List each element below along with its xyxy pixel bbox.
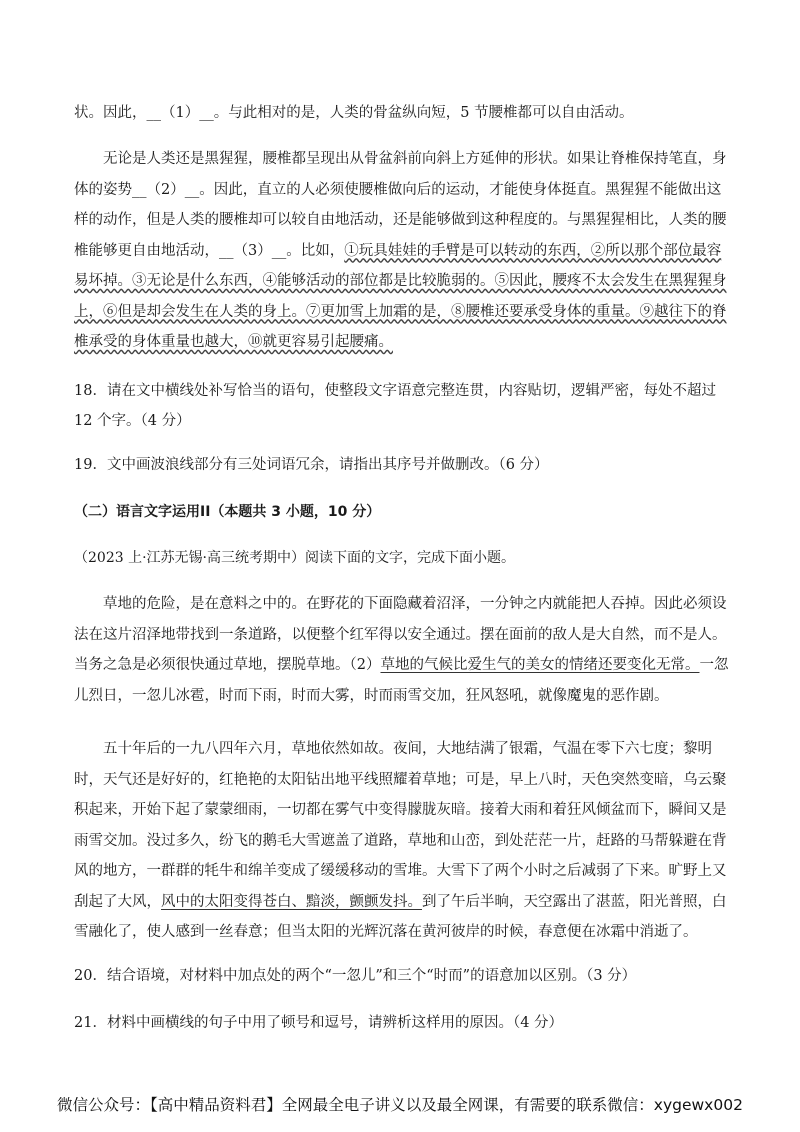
footer-contact xyxy=(0,1093,800,1115)
section-heading xyxy=(74,497,734,527)
paragraph-text: 无论是人类还是黑猩猩，腰椎都呈现出从骨盆斜前向斜上方延伸的形状。如果让脊椎保持笔直，身体的姿势__（2）__。因此，直立的人必须使腰椎做向后的运动，才能使身体挺直。黑猩猩不能做出这样的动作，但是人类的腰椎却可以较自由地活动，还是能够做到这种程度的。与黑猩猩相比，人类的腰椎能够更自由地活动，__（3）__。比如， xyxy=(74,151,727,259)
passage-paragraph-4 xyxy=(74,734,734,948)
underlined-sentence: 风中的太阳变得苍白、黯淡，颤颤发抖。 xyxy=(161,893,422,910)
footer-text: 微信公众号：【高中精品资料君】全网最全电子讲义以及最全网课，有需要的联系微信：xygewx002 xyxy=(57,1096,743,1114)
paragraph-text: 五十年后的一九八四年六月，草地依然如故。夜间，大地结满了银霜，气温在零下六七度；黎明时，天气还是好好的，红艳艳的太阳钻出地平线照耀着草地；可是，早上八时，天色突然变暗，乌云聚积起来，开始下起了蒙蒙细雨，一切都在雾气中变得朦胧灰暗。接着大雨和着狂风倾盆而下，瞬间又是雨雪交加。没过多久，纷飞的鹅毛大雪遮盖了道路，草地和山峦，到处茫茫一片，赶路的马帮躲避在背风的地方，一群群的牦牛和绵羊变成了缓缓移动的雪堆。大雪下了两个小时之后减弱了下来。旷野上又刮起了大风， xyxy=(74,741,727,910)
question-20 xyxy=(74,961,734,991)
paragraph-text: 一忽儿烈日，一忽儿冰雹，时而下雨，时而大雾，时而雨雪交加，狂风怒吼，就像魔鬼的恶作剧。 xyxy=(74,657,729,704)
question-21 xyxy=(74,1008,734,1038)
underlined-sentence: 草地的气候比爱生气的美女的情绪还要变化无常。 xyxy=(380,657,700,673)
section-heading-text: （二）语言文字运用II（本题共 3 小题，10 分） xyxy=(74,504,381,520)
passage-paragraph-2 xyxy=(74,144,734,358)
passage-continuation xyxy=(74,98,734,128)
wavy-underlined-text: ①玩具娃娃的手臂是可以转动的东西，②所以那个部位最容易坏掉。③无论是什么东西，④能够活动的部位都是比较脆弱的。⑤因此，腰疼不太会发生在黑猩猩身上，⑥但是却会发生在人类的身上。⑦更加雪上加霜的是，⑧腰椎还要承受身体的重量。⑨越往下的脊椎承受的身体重量也越大，⑩就更容易引起腰痛。 xyxy=(74,242,727,350)
question-21-text: 21．材料中画横线的句子中用了顿号和逗号，请辨析这样用的原因。（4 分） xyxy=(74,1015,564,1031)
question-20-text: 20．结合语境，对材料中加点处的两个“一忽儿”和三个“时而”的语意加以区别。（3 分） xyxy=(74,968,637,984)
paragraph-text: 到了午后半晌，天空露出了湛蓝，阳光普照，白雪融化了，使人感到一丝春意；但当太阳的光辉沉落在黄河彼岸的时候，春意便在冰霜中消逝了。 xyxy=(74,893,727,940)
source-line xyxy=(74,543,734,573)
passage-paragraph-3 xyxy=(74,589,734,711)
paragraph-text: 草地的危险，是在意料之中的。在野花的下面隐藏着沼泽，一分钟之内就能把人吞掉。因此必须设法在这片沼泽地带找到一条道路，以便整个红军得以安全通过。摆在面前的敌人是大自然，而不是人。当务之急是必须很快通过草地，摆脱草地。（2） xyxy=(74,596,727,673)
question-18-text: 18．请在文中横线处补写恰当的语句，使整段文字语意完整连贯，内容贴切，逻辑严密，每处不超过 12 个字。（4 分） xyxy=(74,383,716,429)
source-line-text: （2023 上·江苏无锡·高三统考期中）阅读下面的文字，完成下面小题。 xyxy=(74,550,515,566)
passage-line: 状。因此，__（1）__。与此相对的是，人类的骨盆纵向短，5 节腰椎都可以自由活动。 xyxy=(74,105,634,121)
question-18 xyxy=(74,376,734,436)
question-19 xyxy=(74,450,734,480)
question-19-text: 19．文中画波浪线部分有三处词语冗余，请指出其序号并做删改。（6 分） xyxy=(74,457,549,473)
